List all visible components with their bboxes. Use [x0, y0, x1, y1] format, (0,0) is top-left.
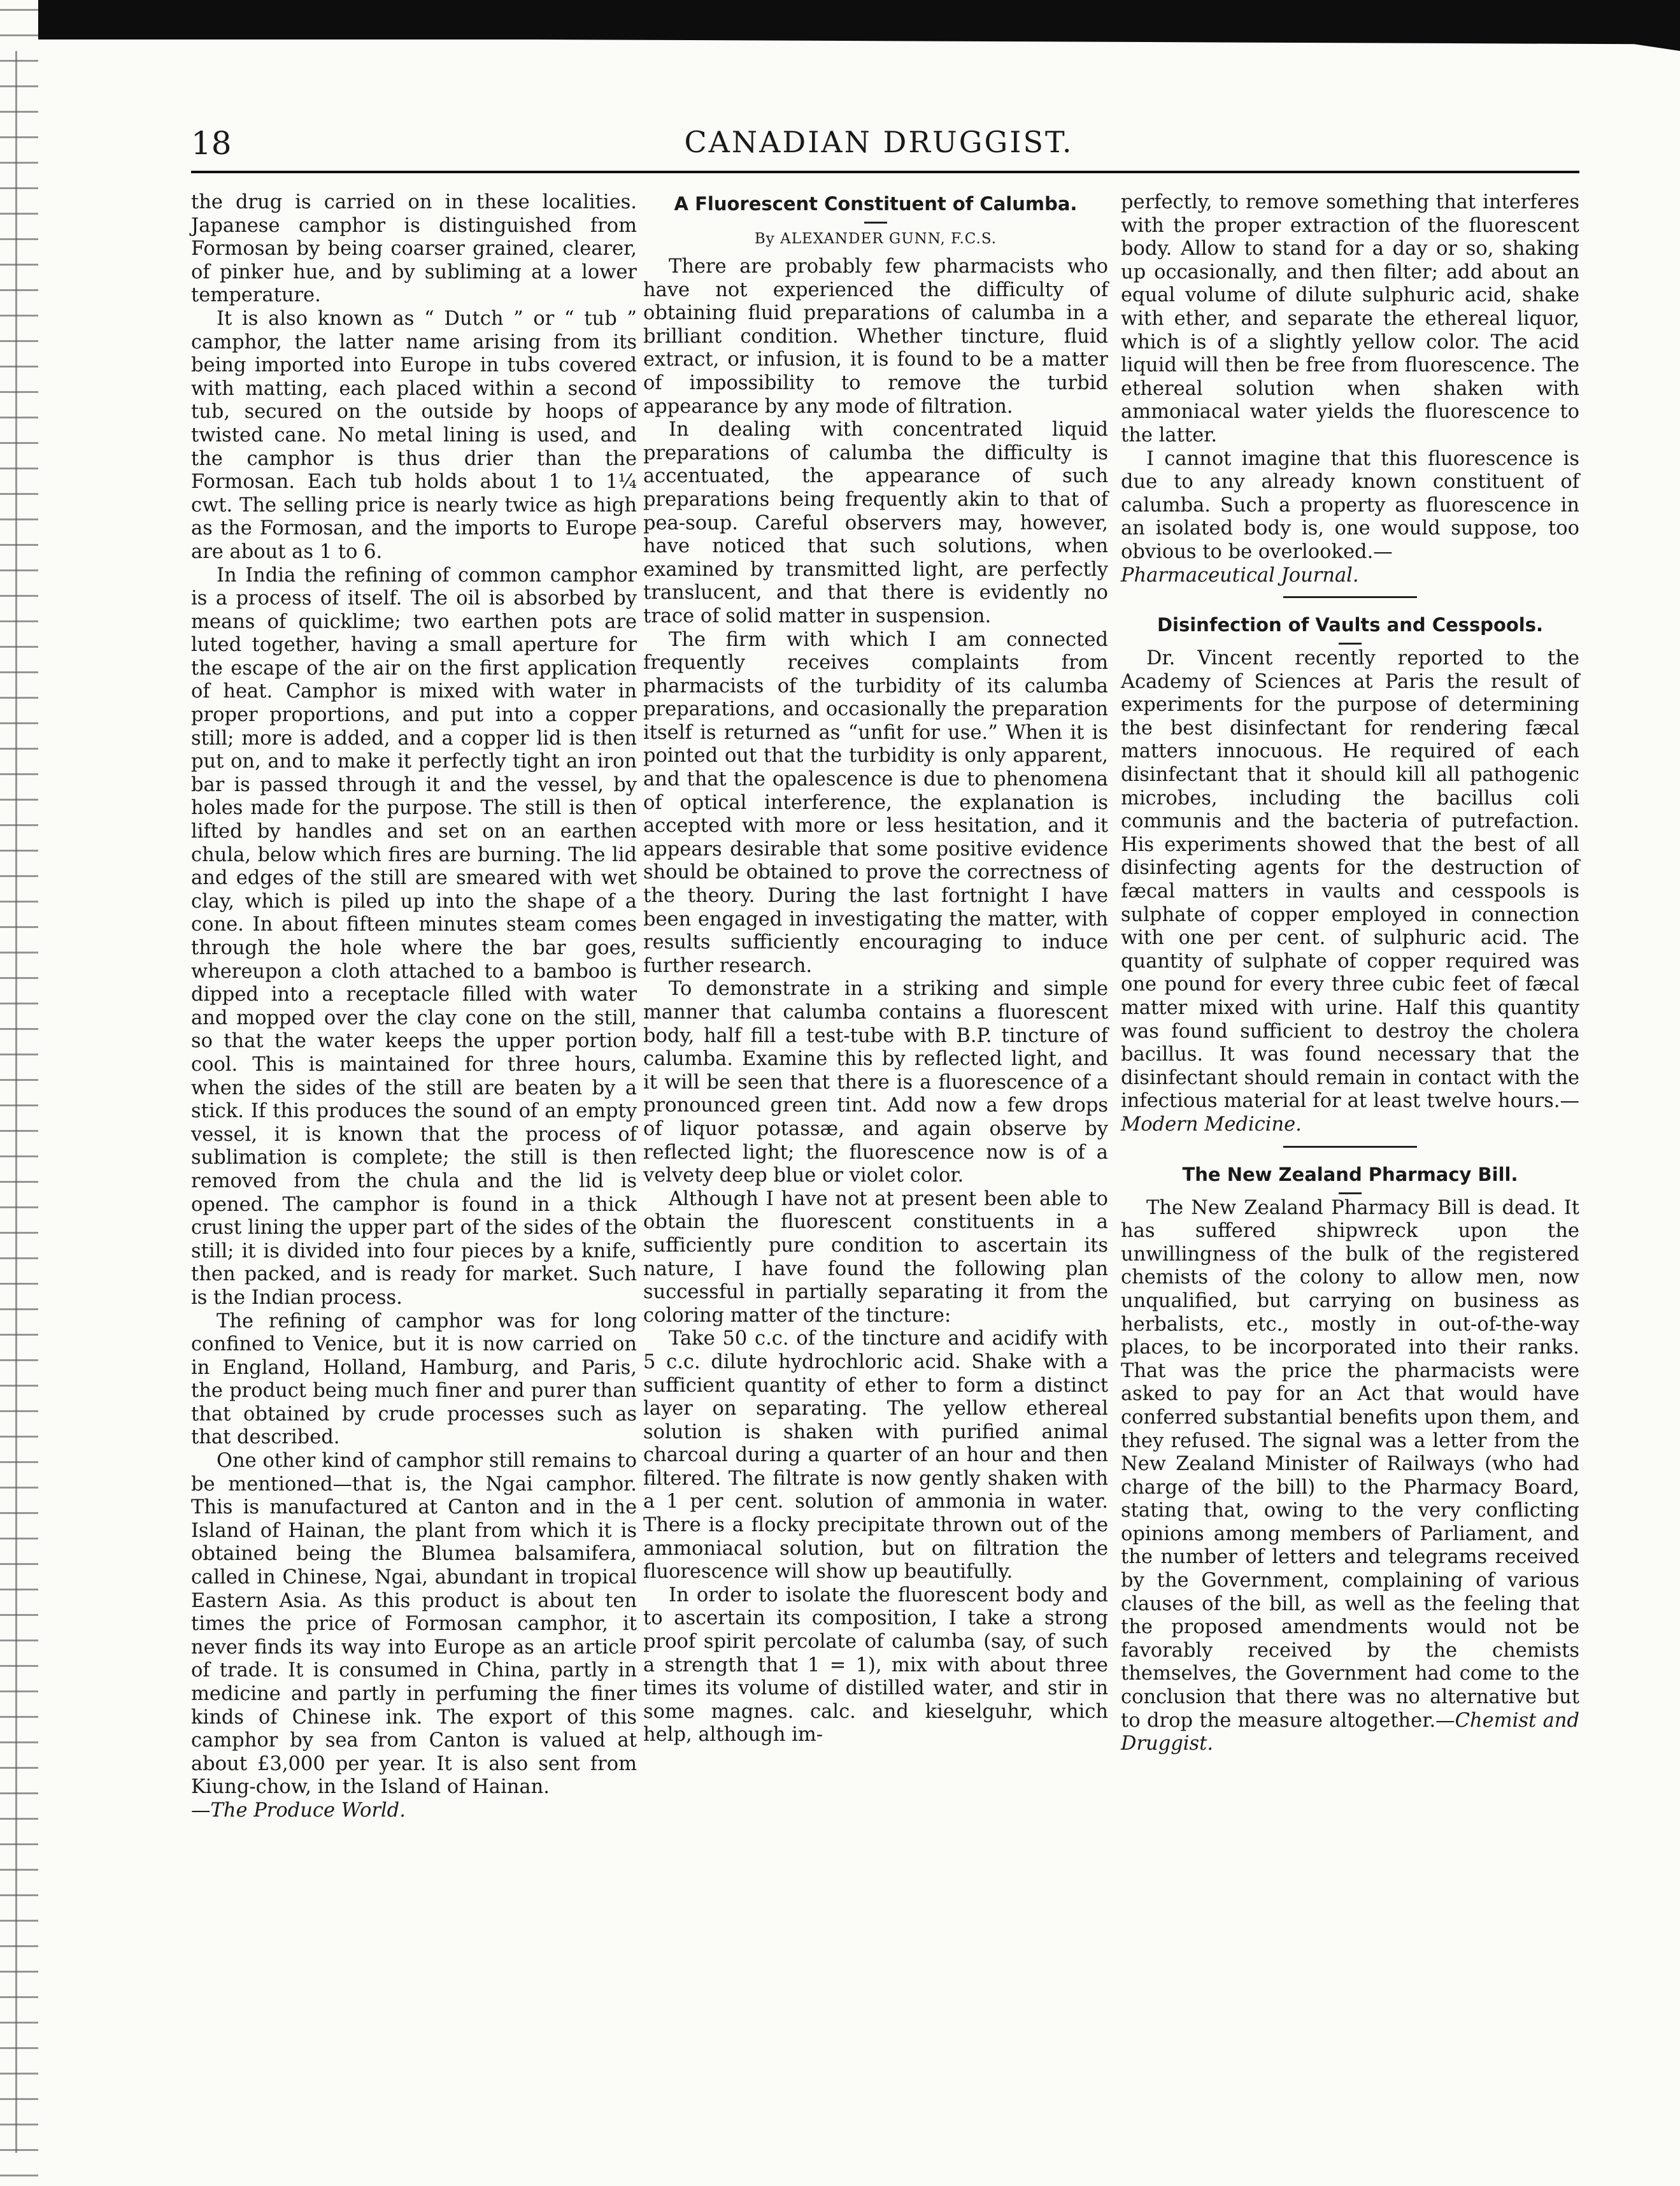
scan-top-bar	[38, 0, 1680, 39]
title-dash	[1339, 643, 1362, 645]
source-credit: Modern Medicine.	[1121, 1113, 1302, 1136]
source-credit: Pharmaceutical Journal.	[1121, 564, 1359, 587]
paragraph: Take 50 c.c. of the tincture and acidify with 5 c.c. dilute hydrochloric acid. Shake with a sufficient quantity of ether to form a distinct layer on separating. The yellow ethereal solution is shaken with purified animal charcoal during a quarter of an hour and then filtered. The filtrate is now gently shaken with a 1 per cent. solution of ammonia in water. There is a flocky precipitate thrown out of the ammoniacal solution, but on filtration the fluorescence will show up beautifully.	[643, 1327, 1108, 1583]
article-title: The New Zealand Pharmacy Bill.	[1182, 1163, 1518, 1185]
article-title: Disinfection of Vaults and Cesspools.	[1157, 614, 1544, 636]
paragraph	[1121, 647, 1579, 1136]
scan-gutter	[0, 0, 38, 2186]
paragraph: I cannot imagine that this fluorescence is due to any already known constituent of calumba. Such a property as fluorescence in an isolated body is, one would suppose, too obvious to be overlooked.—	[1121, 447, 1579, 563]
paragraph: In India the refining of common camphor is a process of itself. The oil is absorbed by means of quicklime; two earthen pots are luted together, having a small aperture for the escape of the air on the first application of heat. Camphor is mixed with water in proper proportions, and put into a copper still; more is added, and a copper lid is then put on, and to make it perfectly tight an iron bar is passed through it and the vessel, by holes made for the purpose. The still is then lifted by handles and set on an earthen chula, below which fires are burning. The lid and edges of the still are smeared with wet clay, which is piled up into the shape of a cone. In about fifteen minutes steam comes through the hole where the bar goes, whereupon a cloth attached to a bamboo is dipped into a receptacle filled with water and mopped over the clay cone on the still, so that the water keeps the upper portion cool. This is maintained for three hours, when the sides of the still are beaten by a stick. If this produces the sound of an empty vessel, it is known that the process of sublimation is complete; the still is then removed from the chula and the lid is opened. The camphor is found in a thick crust lining the upper part of the sides of the still; it is divided into four pieces by a knife, then packed, and is ready for market. Such is the Indian process.	[191, 564, 637, 1309]
title-dash	[864, 222, 887, 224]
paragraph-text: Dr. Vincent recently reported to the Academy of Sciences at Paris the result of experiments for the purpose of determining the best disinfectant for rendering fæcal matters innocuous. He required of each disinfectant that it should kill all pathogenic microbes, including the bacillus coli communis and the bacteria of putrefaction. His experiments showed that the best of all disinfecting agents for the destruction of fæcal matters in vaults and cesspools is sulphate of copper employed in connection with one per cent. of sulphuric acid. The quantity of sulphate of copper required was one pound for every three cubic feet of fæcal matter mixed with urine. Half this quantity was found sufficient to destroy the cholera bacillus. It was found necessary that the disinfectant should remain in contact with the infectious material for at least twelve hours.—	[1121, 647, 1579, 1113]
paragraph: One other kind of camphor still remains to be mentioned—that is, the Ngai camphor. This is manufactured at Canton and in the Island of Hainan, the plant from which it is obtained being the Blumea balsamifera, called in Chinese, Ngai, abundant in tropical Eastern Asia. As this product is about ten times the price of Formosan camphor, it never finds its way into Europe as an article of trade. It is consumed in China, partly in medicine and partly in perfuming the finer kinds of Chinese ink. The export of this camphor by sea from Canton is valued at about £3,000 per year. It is also sent from Kiung-chow, in the Island of Hainan.	[191, 1450, 637, 1799]
paragraph: It is also known as “ Dutch ” or “ tub ” camphor, the latter name arising from its being imported into Europe in tubs covered with matting, each placed within a second tub, secured on the outside by hoops of twisted cane. No metal lining is used, and the camphor is thus drier than the Formosan. Each tub holds about 1 to 1¼ cwt. The selling price is nearly twice as high as the Formosan, and the imports to Europe are about as 1 to 6.	[191, 307, 637, 563]
scan-top-bar-edge	[535, 39, 1680, 51]
source-credit: Chemist and Druggist.	[1121, 1709, 1579, 1755]
paragraph: the drug is carried on in these localities. Japanese camphor is distinguished from Formosan by being coarser grained, clearer, of pinker hue, and by subliming at a lower temperature.	[191, 191, 637, 307]
column-1	[191, 191, 637, 1823]
paragraph: perfectly, to remove something that interferes with the proper extraction of the fluorescent body. Allow to stand for a day or so, shaking up occasionally, and then filter; add about an equal volume of dilute sulphuric acid, shake with ether, and separate the ethereal liquor, which is of a slightly yellow color. The acid liquid will then be free from fluorescence. The ethereal solution when shaken with ammoniacal water yields the fluorescence to the latter.	[1121, 191, 1579, 446]
paragraph: To demonstrate in a striking and simple manner that calumba contains a fluorescent body, half fill a test-tube with B.P. tincture of calumba. Examine this by reflected light, and it will be seen that there is a fluorescence of a pronounced green tint. Add now a few drops of liquor potassæ, and again observe by reflected light; the fluorescence now is of a velvety deep blue or violet color.	[643, 978, 1108, 1187]
section-rule	[1283, 596, 1417, 598]
paragraph: The firm with which I am connected frequently receives complaints from pharmacists of the turbidity of its calumba preparations, and occasionally the preparation itself is returned as “unfit for use.” When it is pointed out that the turbidity is only apparent, and that the opalescence is due to phenomena of optical interference, the explanation is accepted with more or less hesitation, and it appears desirable that some positive evidence should be obtained to prove the correctness of the theory. During the last fortnight I have been engaged in investigating the matter, with results sufficiently encouraging to induce further research.	[643, 628, 1108, 977]
byline: By ALEXANDER GUNN, F.C.S.	[754, 231, 997, 247]
page-number: 18	[191, 125, 232, 162]
paragraph: The refining of camphor was for long confined to Venice, but it is now carried on in England, Holland, Hamburg, and Paris, the product being much finer and purer than that obtained by crude processes such as that described.	[191, 1310, 637, 1449]
column-2	[643, 191, 1108, 1747]
paragraph: Although I have not at present been able to obtain the fluorescent constituents in a sufficiently pure condition to ascertain its nature, I have found the following plan successful in partially separating it from the coloring matter of the tincture:	[643, 1187, 1108, 1327]
section-rule	[1283, 1146, 1417, 1148]
binding-line	[15, 51, 17, 2153]
source-credit: —The Produce World.	[191, 1799, 406, 1822]
article-title: A Fluorescent Constituent of Calumba.	[674, 193, 1078, 215]
running-title: CANADIAN DRUGGIST.	[684, 125, 1074, 159]
column-3	[1121, 191, 1579, 1756]
paragraph: In dealing with concentrated liquid preparations of calumba the difficulty is accentuated, the appearance of such preparations being frequently akin to that of pea-soup. Careful observers may, however, have noticed that such solutions, when examined by transmitted light, are perfectly translucent, and that there is evidently no trace of solid matter in suspension.	[643, 418, 1108, 627]
paragraph-text: The New Zealand Pharmacy Bill is dead. It has suffered shipwreck upon the unwillingness of the bulk of the registered chemists of the colony to allow men, now unqualified, but carrying on business as herbalists, etc., mostly in out-of-the-way places, to be incorporated into their ranks. That was the price the pharmacists were asked to pay for an Act that would have conferred substantial benefits upon them, and they refused. The signal was a letter from the New Zealand Minister of Railways (who had charge of the bill) to the Pharmacy Board, stating that, owing to the very conflicting opinions among members of Parliament, and the number of letters and telegrams received by the Government, complaining of various clauses of the bill, as well as the feeling that the proposed amendments would not be favorably received by the chemists themselves, the Government had come to the conclusion that there was no alternative but to drop the measure altogether.—	[1121, 1196, 1579, 1732]
paragraph	[1121, 1197, 1579, 1756]
title-dash	[1339, 1192, 1362, 1194]
paragraph: There are probably few pharmacists who have not experienced the difficulty of obtaining fluid preparations of calumba in a brilliant condition. Whether tincture, fluid extract, or infusion, it is found to be a matter of impossibility to remove the turbid appearance by any mode of filtration.	[643, 255, 1108, 418]
paragraph: In order to isolate the fluorescent body and to ascertain its composition, I take a strong proof spirit percolate of calumba (say, of such a strength that 1 = 1), mix with about three times its volume of distilled water, and stir in some magnes. calc. and kieselguhr, which help, although im-	[643, 1583, 1108, 1747]
header-rule	[191, 171, 1579, 173]
